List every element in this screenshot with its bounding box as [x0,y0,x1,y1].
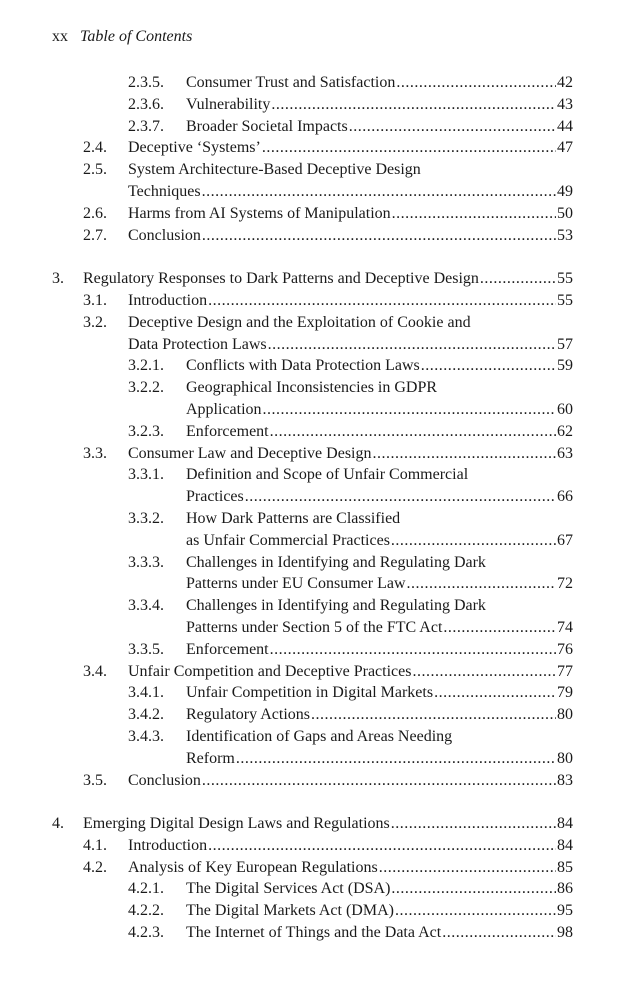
toc-entry-title: Regulatory Actions [186,706,310,724]
toc-entry-title: Challenges in Identifying and Regulating Dark [186,597,486,615]
toc-entry-page: 42 [557,74,573,91]
dot-leader [268,334,556,356]
toc-entry [0,704,635,726]
toc-entry-title: Patterns under Section 5 of the FTC Act [186,618,443,636]
toc-entry-title: Definition and Scope of Unfair Commercial [186,466,469,484]
toc-entry [0,421,635,443]
toc-entry-number: 3.2.1. [128,357,164,375]
toc-entry-title: Introduction [128,836,208,854]
toc-entry-number: 3.4.2. [128,706,164,724]
toc-entry [0,464,635,508]
toc-entry-page: 80 [557,749,573,767]
toc-entry-title: Unfair Competition and Deceptive Practices [128,662,412,680]
toc-entry-number: 2.3.7. [128,117,164,135]
dot-leader [245,486,556,508]
dot-leader [202,770,556,792]
toc-entry-title: Unfair Competition in Digital Markets [186,684,434,702]
toc-entry-page: 57 [557,335,573,353]
toc-entry-number: 4.1. [83,836,107,854]
toc-entry-title: Techniques [128,182,201,200]
toc-entry [0,116,635,138]
toc-entry-number: 3.3.4. [128,597,164,615]
section-gap [0,791,635,813]
toc-entry [0,159,635,203]
toc-entry-title: Deceptive ‘Systems’ [128,139,261,157]
toc-entry-title: The Digital Services Act (DSA) [186,880,391,898]
toc-entry-page: 60 [557,400,573,418]
toc-entry-number: 4.2.1. [128,880,164,898]
toc-entry-number: 3.3.5. [128,640,164,658]
toc-entry-title: Patterns under EU Consumer Law [186,575,406,593]
toc-entry-number: 3.3.1. [128,466,164,484]
toc-entry-number: 3.4.3. [128,727,164,745]
toc-entry-title: The Digital Markets Act (DMA) [186,902,394,920]
toc-entry-title: Practices [186,488,244,506]
section-gap [0,246,635,268]
toc-entry-number: 3.2.2. [128,379,164,397]
toc-entry-page: 84 [557,836,573,854]
toc-entry-page: 67 [557,531,573,549]
dot-leader [208,290,556,312]
running-title: Table of Contents [80,28,193,45]
dot-leader [263,399,556,421]
toc-entry-number: 3.4. [83,662,107,680]
toc-entry [0,94,635,116]
toc-entry-number: 2.4. [83,139,107,157]
toc-entry-page: 49 [557,182,573,200]
toc-entry-title: How Dark Patterns are Classified [186,509,401,527]
toc-entry [0,443,635,465]
toc-entry-title: The Internet of Things and the Data Act [186,924,442,942]
dot-leader [421,355,556,377]
toc-entry-page: 79 [557,684,573,702]
toc-entry [0,922,635,944]
toc-entry-page: 80 [557,706,573,724]
toc-entry-number: 2.3.5. [128,74,164,91]
dot-leader [262,137,556,159]
toc-entry-page: 43 [557,95,573,113]
toc-entry-number: 3.4.1. [128,684,164,702]
toc-entry [0,355,635,377]
toc-entry-title: Identification of Gaps and Areas Needing [186,727,453,745]
toc-entry-number: 3.2. [83,313,107,331]
toc-entry-number: 3.2.3. [128,422,164,440]
toc-entry-number: 4.2.3. [128,924,164,942]
toc-entry [0,835,635,857]
toc-entry [0,72,635,94]
toc-entry-number: 3. [52,270,64,288]
toc-entry-number: 3.1. [83,291,107,309]
toc-entry [0,813,635,835]
toc-entry-page: 55 [557,270,573,288]
toc-entry-number: 4.2.2. [128,902,164,920]
toc-entry-page: 62 [557,422,573,440]
dot-leader [395,900,556,922]
toc-entry-page: 83 [557,771,573,789]
dot-leader [349,116,556,138]
toc-entry-title: Broader Societal Impacts [186,117,348,135]
toc-entry-page: 72 [557,575,573,593]
dot-leader [442,922,556,944]
toc-entry [0,552,635,596]
toc-entry [0,203,635,225]
toc-entry-title: Analysis of Key European Regulations [128,858,378,876]
toc-entry [0,878,635,900]
toc-entry-title: Vulnerability [186,95,271,113]
toc-entry-number: 3.3.2. [128,509,164,527]
dot-leader [392,203,556,225]
dot-leader [391,813,556,835]
toc-entry-title: as Unfair Commercial Practices [186,531,390,549]
toc-entry-title: Application [186,400,262,418]
dot-leader [236,748,556,770]
toc-entry [0,770,635,792]
toc-entry-page: 77 [557,662,573,680]
toc-entry-title: Geographical Inconsistencies in GDPR [186,379,438,397]
toc-entry [0,857,635,879]
toc-entry-page: 59 [557,357,573,375]
dot-leader [372,443,556,465]
toc-entry [0,312,635,356]
toc-entry-title: Conclusion [128,226,201,244]
toc-entry-number: 2.5. [83,161,107,179]
toc-entry-title: Regulatory Responses to Dark Patterns and Deceptive Design [83,270,479,288]
toc-entry-page: 55 [557,291,573,309]
toc-entry [0,900,635,922]
dot-leader [270,639,556,661]
toc-entry [0,595,635,639]
toc-entry-page: 85 [557,858,573,876]
toc-entry-number: 2.3.6. [128,95,164,113]
toc-entry-title: Harms from AI Systems of Manipulation [128,204,391,222]
toc-entry-page: 76 [557,640,573,658]
toc-entry-title: Deceptive Design and the Exploitation of Cookie and [128,313,471,331]
toc-entry-title: Consumer Trust and Satisfaction [186,74,396,91]
dot-leader [379,857,556,879]
toc-entry-number: 2.7. [83,226,107,244]
toc-entry [0,225,635,247]
toc-entry [0,377,635,421]
toc-entry-page: 86 [557,880,573,898]
toc-entry-number: 3.3.3. [128,553,164,571]
toc-entry [0,682,635,704]
toc-entry-title: System Architecture-Based Deceptive Design [128,161,421,179]
dot-leader [480,268,556,290]
toc-entry [0,639,635,661]
dot-leader [407,573,556,595]
toc-entry-title: Conclusion [128,771,201,789]
dot-leader [208,835,556,857]
dot-leader [412,661,556,683]
toc-entry-page: 53 [557,226,573,244]
toc-entry-title: Enforcement [186,640,269,658]
dot-leader [202,225,556,247]
toc-entry-number: 4.2. [83,858,107,876]
dot-leader [396,72,556,94]
toc-entry-number: 3.3. [83,444,107,462]
dot-leader [311,704,556,726]
toc-entry-page: 47 [557,139,573,157]
toc-entry-page: 66 [557,488,573,506]
dot-leader [202,181,556,203]
toc-entry-title: Emerging Digital Design Laws and Regulations [83,815,390,833]
toc-entry-title: Challenges in Identifying and Regulating Dark [186,553,486,571]
toc-entry-title: Enforcement [186,422,269,440]
dot-leader [443,617,556,639]
toc-entry [0,268,635,290]
dot-leader [270,421,556,443]
toc-entry [0,508,635,552]
toc-entry-title: Conflicts with Data Protection Laws [186,357,420,375]
toc-entry [0,290,635,312]
toc-entry-page: 74 [557,618,573,636]
dot-leader [434,682,556,704]
dot-leader [391,878,556,900]
toc-entry [0,137,635,159]
running-header [52,26,192,48]
toc-entry-page: 98 [557,924,573,942]
dot-leader [391,530,556,552]
toc-entry-page: 63 [557,444,573,462]
dot-leader [271,94,556,116]
toc-entry-number: 4. [52,815,64,833]
toc-entry-title: Introduction [128,291,208,309]
toc-entry-page: 44 [557,117,573,135]
toc-entry-title: Consumer Law and Deceptive Design [128,444,372,462]
table-of-contents [0,72,635,944]
toc-entry-title: Reform [186,749,235,767]
toc-entry [0,661,635,683]
page-number: xx [52,28,68,45]
toc-entry-title: Data Protection Laws [128,335,267,353]
toc-entry [0,726,635,770]
toc-entry-number: 2.6. [83,204,107,222]
toc-entry-page: 50 [557,204,573,222]
toc-entry-page: 84 [557,815,573,833]
toc-entry-page: 95 [557,902,573,920]
toc-entry-number: 3.5. [83,771,107,789]
